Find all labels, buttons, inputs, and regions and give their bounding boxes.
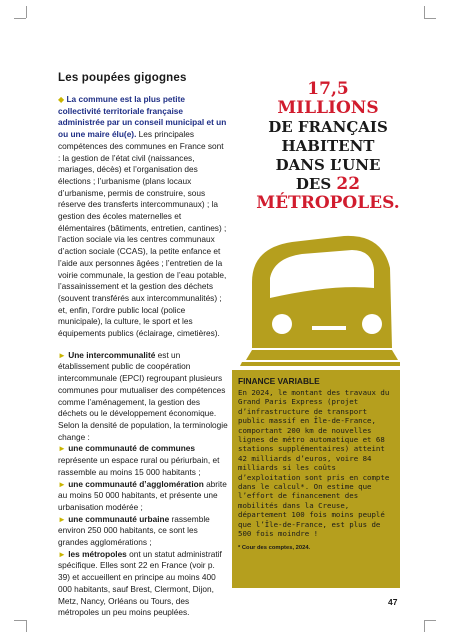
section-heading: Les poupées gigognes [58,72,187,84]
headline [238,80,418,213]
intercommunalite-text: est un établissement public de coopération intercommunale (EPCI) regroupant plusieurs communes pour mutualiser des compétences comme l’aménagement, la gestion des déchets ou le développement économique. Selon la densité de population, la terminologie change : [58,349,228,442]
item-text: abrite au moins 50 000 habitants, et présente une urbanisation modérée ; [58,478,227,512]
crop-mark [424,620,425,632]
box-title: FINANCE VARIABLE [238,376,320,386]
crop-mark [26,620,27,632]
page-number: 47 [388,597,398,607]
headline-metropoles: MÉTROPOLES. [256,193,400,213]
headline-line-4 [238,175,418,194]
finance-box [232,370,400,588]
train-front-icon [232,228,400,366]
diamond-bullet-icon: ◆ [58,95,65,104]
item-lead: les métropoles [68,548,127,559]
arrow-bullet-icon: ► [58,479,66,489]
headline-line: DANS L’UNE [275,156,381,174]
item-text: représente un espace rural ou périurbain, et rassemble au moins 15 000 habitants ; [58,455,220,477]
commune-lead: La commune est la plus petite collectivité territoriale française administrée par un conseil municipal et un ou une maire élu(e). [58,94,227,140]
headline-line: HABITENT [281,137,375,155]
item-lead: une communauté de communes [68,443,196,454]
crop-mark [14,18,26,19]
headline-des: DES [295,175,332,193]
item-text: ont un statut administratif spécifique. Elles sont 22 en France (voir p. 39) et accueillent en principe au moins 400 000 habitants, sauf Brest, Clermont, Dijon, Metz, Nancy, Orléans ou Tours, des métropoles un peu moins peuplées. [58,548,222,618]
headline-number: 17,5 [307,79,349,99]
arrow-bullet-icon: ► [58,444,66,454]
arrow-bullet-icon: ► [58,350,66,360]
crop-mark [14,620,26,621]
item-text: rassemble environ 250 000 habitants, ce sont les grandes agglomérations ; [58,513,210,548]
item-lead: une communauté d’agglomération [68,478,204,489]
arrow-bullet-icon: ► [58,549,66,559]
commune-text: Les principales compétences des communes en France sont : la gestion de l’état civil (naissances, mariages, décès) et l’organisation des élections ; l’urbanisme (plans locaux d’urbanisme, permis de construire, sous réserve des transferts intercommunaux) ; la gestion des écoles maternelles et élémentaires (bâtiments, entretien, cantines) ; l’action sociale via les centres communaux d’action sociale (CCAS), la petite enfance et l’aide aux personnes âgées ; l’entretien de la voirie communale, la gestion de l’eau potable, l’assainissement et la gestion des déchets (souvent transférés aux intercommunalités) ; et, enfin, l’ordre public local (police municipale), la culture, le sport et les équipements publics (éclairage, cimetières). [58,129,227,339]
item-lead: une communauté urbaine [68,513,170,524]
left-column [58,72,228,619]
crop-mark [424,18,436,19]
intercommunalite-paragraph [58,350,228,619]
headline-count: 22 [336,174,361,194]
crop-mark [424,6,425,18]
box-footnote: * Cour des comptes, 2024. [238,544,311,551]
commune-paragraph [58,94,228,340]
crop-mark [424,620,436,621]
box-text: En 2024, le montant des travaux du Grand Paris Express (projet d’infrastructure de transport public massif en Île-de-France, comportant 200 km de nouvelles lignes de métro automatique et 68 stations supplémentaires) atteint 42 milliards d’euros, voire 84 milliards si les coûts d’exploitation sont pris en compte dans le calcul*. On estime que l’effort de financement des mobilités dans la Creuse, département 100 fois moins peuplé que l’Île-de-France, est plus de 500 fois moindre ! [238,388,390,539]
crop-mark [26,6,27,18]
headline-line: DE FRANÇAIS [268,118,388,136]
headline-unit: MILLIONS [277,98,379,118]
intercommunalite-lead: Une intercommunalité [68,349,156,360]
arrow-bullet-icon: ► [58,514,66,524]
